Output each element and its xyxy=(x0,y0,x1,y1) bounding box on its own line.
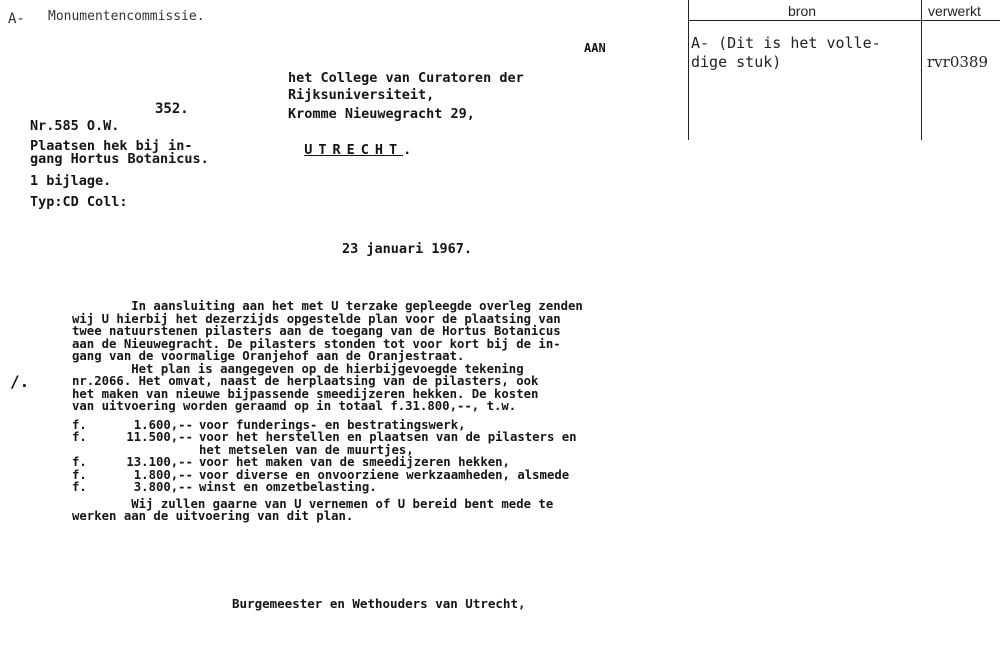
subject-line-2: gang Hortus Botanicus. xyxy=(30,151,209,167)
source-code: A- xyxy=(8,11,25,27)
attachment-count: 1 bijlage. xyxy=(30,173,112,189)
cost-amount: 3.800,-- xyxy=(133,480,193,494)
reference-number: 352. xyxy=(155,101,189,117)
body-line: Het plan is aangegeven op de hierbijgevoegde tekening xyxy=(72,361,524,376)
cost-item xyxy=(72,431,692,444)
currency-mark: f. xyxy=(72,455,87,469)
cost-description: voor het herstellen en plaatsen van de pilasters en xyxy=(199,430,577,444)
cost-description: het metselen van de muurtjes, xyxy=(199,442,414,457)
cost-description: voor funderings- en bestratingswerk, xyxy=(199,417,466,432)
currency-mark: f. xyxy=(72,417,87,432)
table-divider xyxy=(921,0,922,140)
body-line: gang van de voormalige Oranjehof aan de Oranjestraat. xyxy=(72,349,465,363)
subject-line-1: Plaatsen hek bij in- xyxy=(30,138,193,154)
body-line: twee natuurstenen pilasters aan de toegang van de Hortus Botanicus xyxy=(72,324,561,338)
aan-label: AAN xyxy=(584,41,606,55)
reference-nr: Nr.585 O.W. xyxy=(30,118,120,134)
cost-description: winst en omzetbelasting. xyxy=(199,480,377,494)
verwerkt-header: verwerkt xyxy=(928,3,981,19)
body-line: wij U hierbij het dezerzijds opgestelde plan voor de plaatsing van xyxy=(72,311,561,326)
currency-mark: f. xyxy=(72,480,87,494)
table-divider xyxy=(688,20,1000,21)
currency-mark: f. xyxy=(72,467,87,482)
margin-mark: /. xyxy=(10,372,30,391)
addressee-line-1: het College van Curatoren der xyxy=(288,70,524,86)
city-name: UTRECHT xyxy=(304,141,404,158)
cost-amount: 11.500,-- xyxy=(126,430,193,444)
commission-name: Monumentencommissie. xyxy=(48,9,205,24)
letter-date: 23 januari 1967. xyxy=(342,241,473,257)
body-line: nr.2066. Het omvat, naast de herplaatsing van de pilasters, ook xyxy=(72,374,539,388)
letter-body xyxy=(72,300,692,523)
verwerkt-value: rvr0389 xyxy=(927,53,988,71)
bron-value-line-2: dige stuk) xyxy=(691,53,782,71)
typist-initials: Typ:CD Coll: xyxy=(30,194,128,210)
archive-stamp-table xyxy=(688,0,1000,140)
signature-line: Burgemeester en Wethouders van Utrecht, xyxy=(232,596,526,611)
currency-mark: f. xyxy=(72,430,87,444)
body-line: van uitvoering worden geraamd op in totaal f.31.800,--, t.w. xyxy=(72,399,517,413)
bron-header: bron xyxy=(788,3,817,19)
addressee-city xyxy=(288,130,411,157)
cost-amount: 1.800,-- xyxy=(133,467,193,482)
body-line: aan de Nieuwegracht. De pilasters stonden tot voor kort bij de in- xyxy=(72,336,561,351)
bron-value-line-1: A- (Dit is het volle- xyxy=(691,34,881,52)
cost-description: voor diverse en onvoorziene werkzaamheden, alsmede xyxy=(199,467,570,482)
table-divider xyxy=(688,0,689,140)
body-line: het maken van nieuwe bijpassende smeedijzeren hekken. De kosten xyxy=(72,386,539,401)
cost-amount: 1.600,-- xyxy=(133,417,193,432)
cost-item xyxy=(72,456,692,469)
body-line: In aansluiting aan het met U terzake gepleegde overleg zenden xyxy=(72,299,583,313)
cost-item xyxy=(72,481,692,494)
cost-amount: 13.100,-- xyxy=(126,455,193,469)
closing-line-2: werken aan de uitvoering van dit plan. xyxy=(72,509,354,523)
city-dot: . xyxy=(403,141,412,158)
addressee-line-3: Kromme Nieuwegracht 29, xyxy=(288,106,475,122)
cost-description: voor het maken van de smeedijzeren hekken, xyxy=(199,455,510,469)
closing-line-1: Wij zullen gaarne van U vernemen of U bereid bent mede te xyxy=(72,496,554,511)
addressee-line-2: Rijksuniversiteit, xyxy=(288,87,435,103)
